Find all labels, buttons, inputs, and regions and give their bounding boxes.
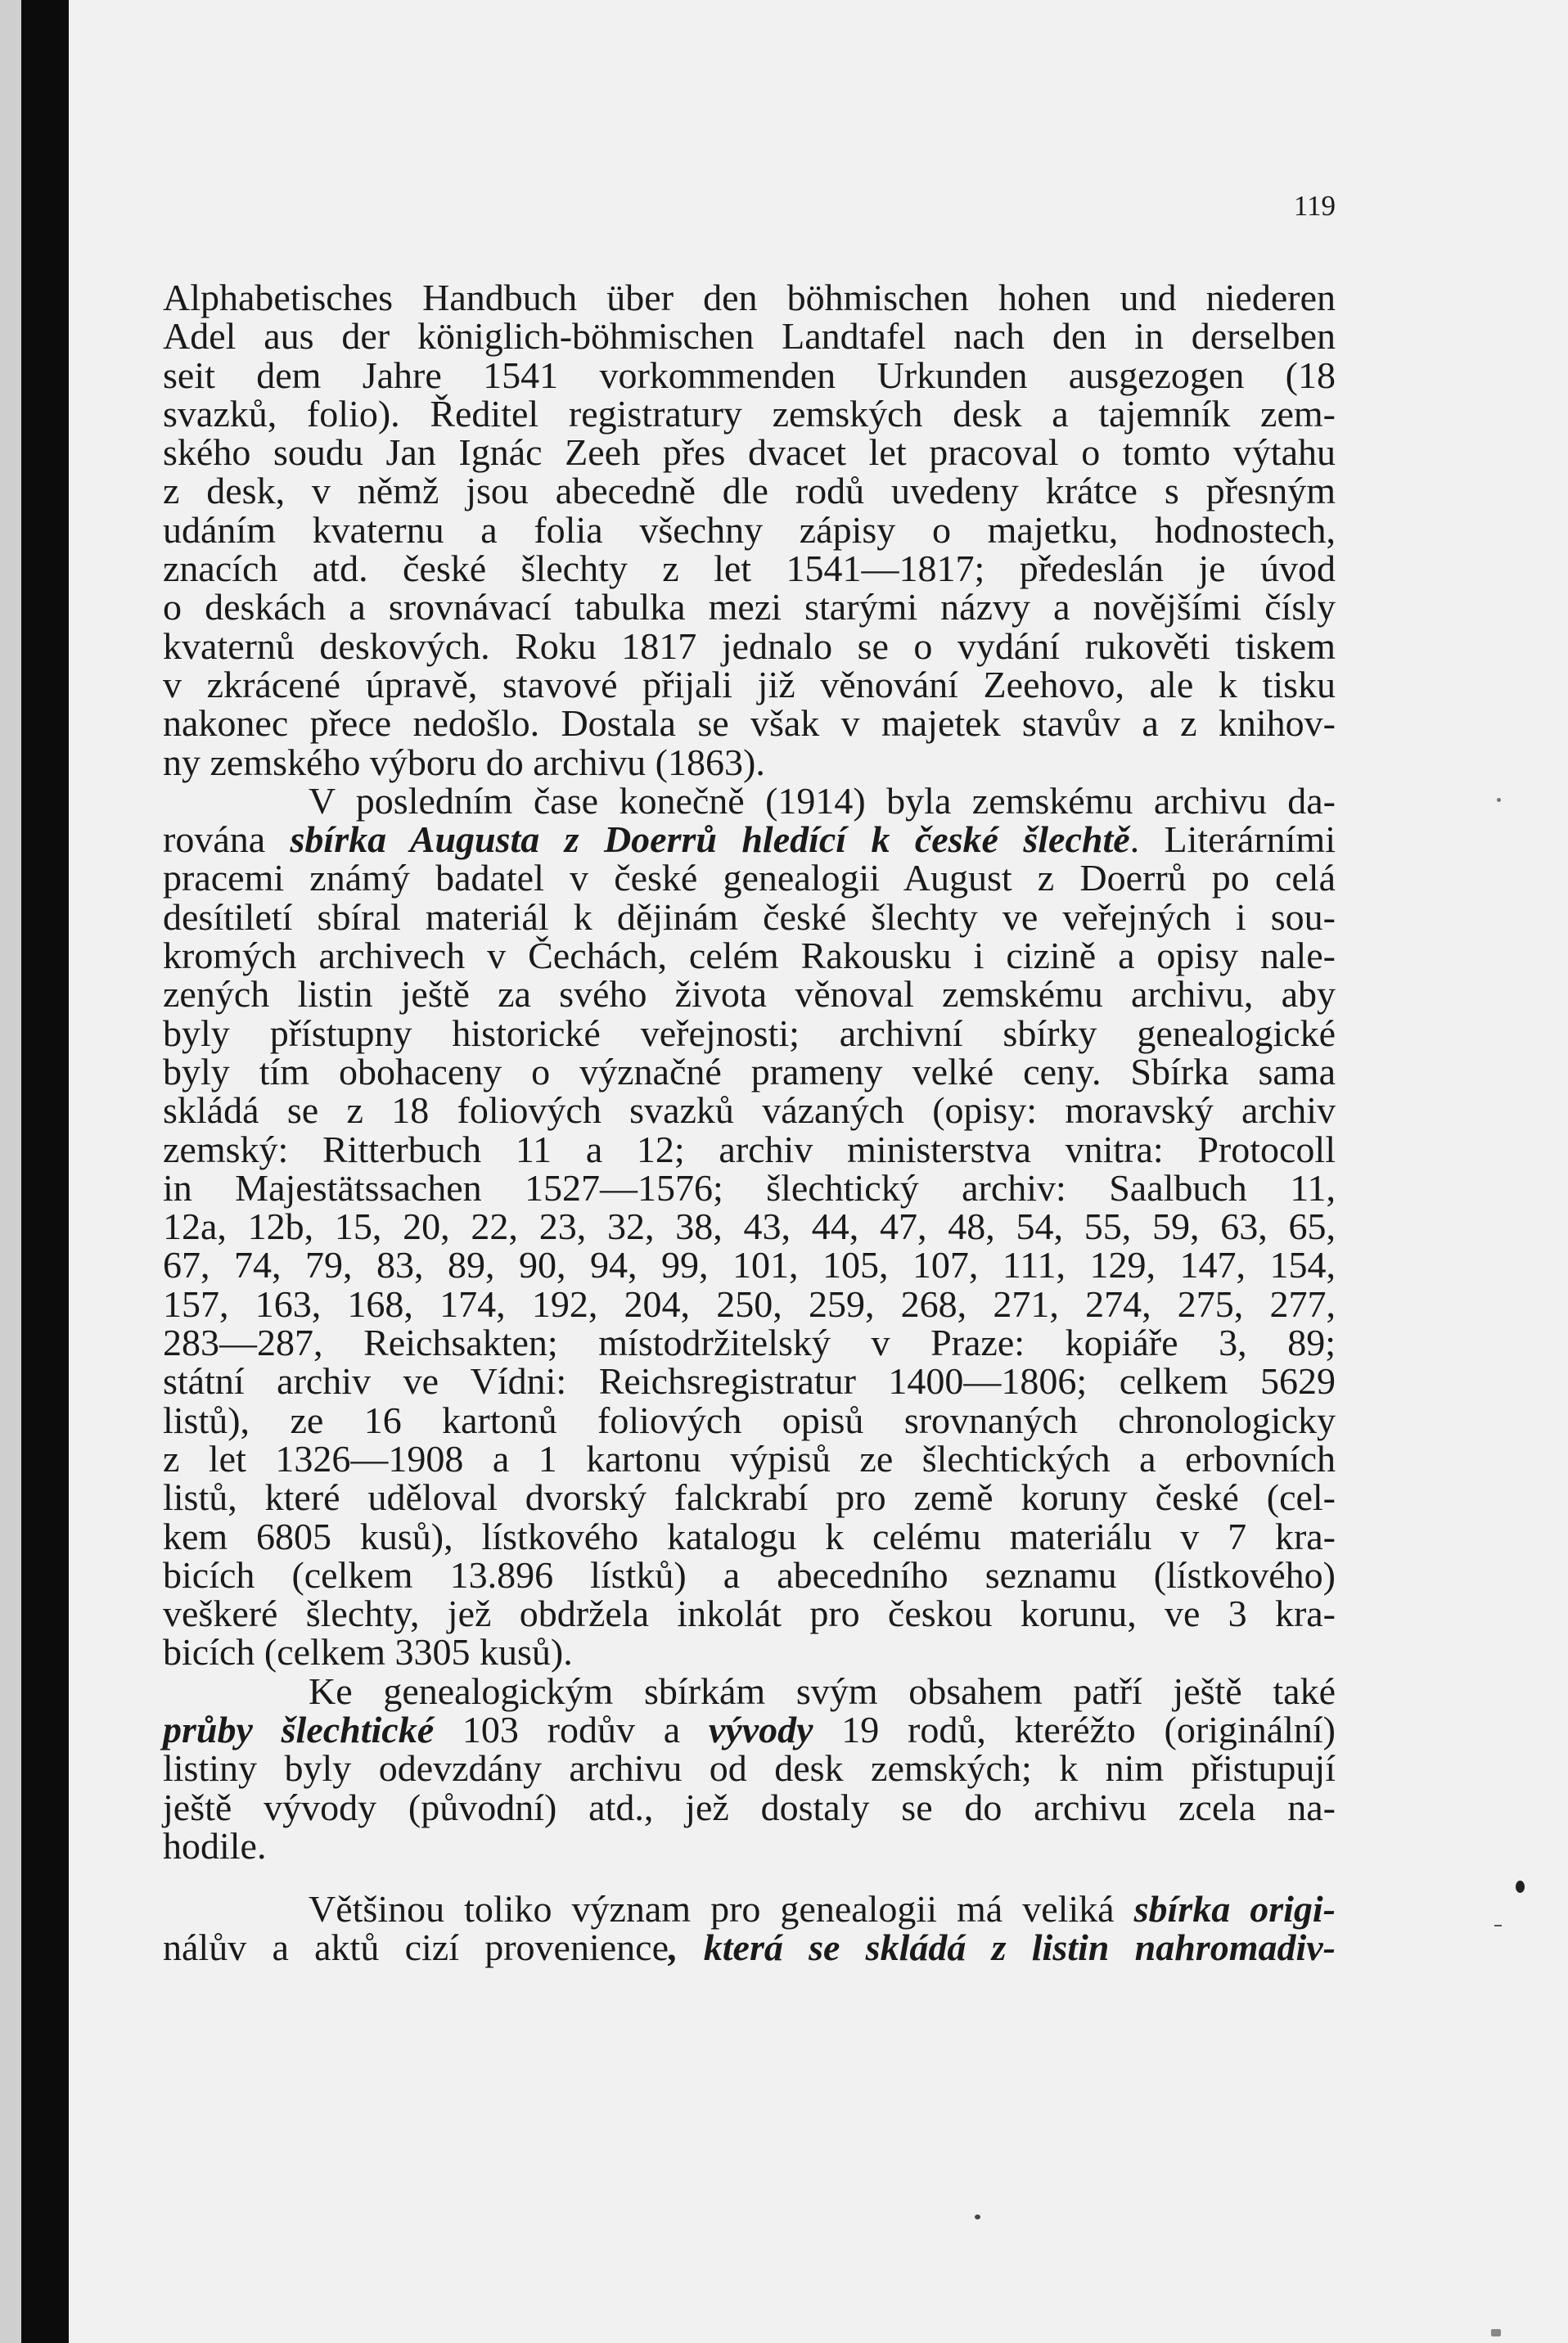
text-line: hodile. bbox=[163, 1824, 267, 1867]
paragraph-doerr-collection bbox=[163, 779, 1336, 1674]
paragraph-genealogical-collections bbox=[163, 1669, 1336, 1867]
text-line: z let 1326—1908 a 1 kartonu výpisů ze šlechtických a erbovních bbox=[163, 1437, 1336, 1480]
text-line: rována sbírka Augusta z Doerrů hledící k české šlechtě. Literárními bbox=[163, 818, 1336, 861]
text-line: svazků, folio). Ředitel registratury zemských desk a tajemník zem- bbox=[163, 392, 1336, 435]
text-line: v zkrácené úpravě, stavové přijali již věnování Zeehovo, ale k tisku bbox=[163, 663, 1336, 705]
text-line: znacích atd. české šlechty z let 1541—1817; předeslán je úvod bbox=[163, 547, 1336, 590]
text-line: byly přístupny historické veřejnosti; archivní sbírky genealogické bbox=[163, 1012, 1336, 1054]
text-line: ského soudu Jan Ignác Zeeh přes dvacet let pracoval o tomto výtahu bbox=[163, 431, 1336, 474]
margin-dot-mark bbox=[1516, 1881, 1525, 1893]
text-line: in Majestätssachen 1527—1576; šlechtický archiv: Saalbuch 11, bbox=[163, 1166, 1336, 1209]
text-line: listů, které uděloval dvorský falckrabí pro země koruny české (cel- bbox=[163, 1476, 1336, 1519]
text-line: desítiletí sbíral materiál k dějinám české šlechty ve veřejných i sou- bbox=[163, 895, 1336, 938]
text-line: V posledním čase konečně (1914) byla zemskému archivu da- bbox=[309, 779, 1336, 822]
text-line: pracemi známý badatel v české genealogii August z Doerrů po celá bbox=[163, 857, 1336, 899]
text-line: Většinou toliko význam pro genealogii má veliká sbírka origi- bbox=[309, 1888, 1336, 1931]
text-line: bicích (celkem 13.896 lístků) a abecedního seznamu (lístkového) bbox=[163, 1553, 1336, 1596]
page-number: 119 bbox=[1293, 190, 1336, 222]
text-line: skládá se z 18 foliových svazků vázaných (opisy: moravský archiv bbox=[163, 1089, 1336, 1132]
text-line: státní archiv ve Vídni: Reichsregistratur 1400—1806; celkem 5629 bbox=[163, 1360, 1336, 1403]
text-line: Alphabetisches Handbuch über den böhmischen hohen und niederen bbox=[163, 277, 1336, 318]
text-line: nálův a aktů cizí provenience, která se skládá z listin nahromadiv- bbox=[163, 1926, 1336, 1969]
margin-dash-mark bbox=[1494, 1925, 1502, 1926]
text-line: veškeré šlechty, jež obdržela inkolát pro českou korunu, ve 3 kra- bbox=[163, 1593, 1336, 1635]
paragraph-handbook bbox=[163, 278, 1336, 782]
text-line: 283—287, Reichsakten; místodržitelský v Praze: kopiáře 3, 89; bbox=[163, 1322, 1336, 1364]
corner-mark bbox=[1491, 2329, 1501, 2336]
text-line: o deskách a srovnávací tabulka mezi starými názvy a novějšími čísly bbox=[163, 586, 1336, 629]
text-line: udáním kvaternu a folia všechny zápisy o majetku, hodnostech, bbox=[163, 508, 1336, 551]
text-line: kvaternů deskových. Roku 1817 jednalo se o vydání rukověti tiskem bbox=[163, 624, 1336, 667]
text-line: ještě vývody (původní) atd., jež dostaly se do archivu zcela na- bbox=[163, 1786, 1336, 1828]
text-line: 67, 74, 79, 83, 89, 90, 94, 99, 101, 105, 107, 111, 129, 147, 154, bbox=[163, 1244, 1336, 1286]
text-line: nakonec přece nedošlo. Dostala se však v majetek stavův a z knihov- bbox=[163, 702, 1336, 745]
page-text bbox=[163, 278, 1336, 1967]
text-line: Ke genealogickým sbírkám svým obsahem patří ještě také bbox=[309, 1669, 1336, 1712]
book-page bbox=[69, 0, 1568, 2343]
text-line: kem 6805 kusů), lístkového katalogu k celému materiálu v 7 kra- bbox=[163, 1515, 1336, 1557]
paragraph-foreign-provenance bbox=[163, 1890, 1336, 1967]
text-line: 157, 163, 168, 174, 192, 204, 250, 259, 268, 271, 274, 275, 277, bbox=[163, 1282, 1336, 1325]
margin-dash-mark bbox=[1497, 798, 1501, 802]
speck-mark bbox=[975, 2215, 980, 2219]
text-line: listiny byly odevzdány archivu od desk zemských; k nim přistupují bbox=[163, 1747, 1336, 1790]
text-line: průby šlechtické 103 rodův a vývody 19 rodů, kteréžto (originální) bbox=[163, 1708, 1336, 1750]
text-line: 12a, 12b, 15, 20, 22, 23, 32, 38, 43, 44, 47, 48, 54, 55, 59, 63, 65, bbox=[163, 1205, 1336, 1248]
text-line: z desk, v němž jsou abecedně dle rodů uvedeny krátce s přesným bbox=[163, 470, 1336, 512]
text-line: kromých archivech v Čechách, celém Rakousku i cizině a opisy nale- bbox=[163, 935, 1336, 977]
text-line: byly tím obohaceny o význačné prameny velké ceny. Sbírka sama bbox=[163, 1050, 1336, 1093]
adjacent-page-edge bbox=[0, 0, 21, 2343]
text-line: bicích (celkem 3305 kusů). bbox=[163, 1631, 573, 1674]
text-line: ny zemského výboru do archivu (1863). bbox=[163, 741, 765, 783]
text-line: listů), ze 16 kartonů foliových opisů srovnaných chronologicky bbox=[163, 1399, 1336, 1441]
text-line: seit dem Jahre 1541 vorkommenden Urkunden ausgezogen (18 bbox=[163, 354, 1336, 396]
text-line: zených listin ještě za svého života věnoval zemskému archivu, aby bbox=[163, 973, 1336, 1016]
text-line: Adel aus der königlich-böhmischen Landtafel nach den in derselben bbox=[163, 315, 1336, 358]
text-line: zemský: Ritterbuch 11 a 12; archiv ministerstva vnitra: Protocoll bbox=[163, 1128, 1336, 1170]
paragraph-gap bbox=[163, 1865, 1336, 1890]
